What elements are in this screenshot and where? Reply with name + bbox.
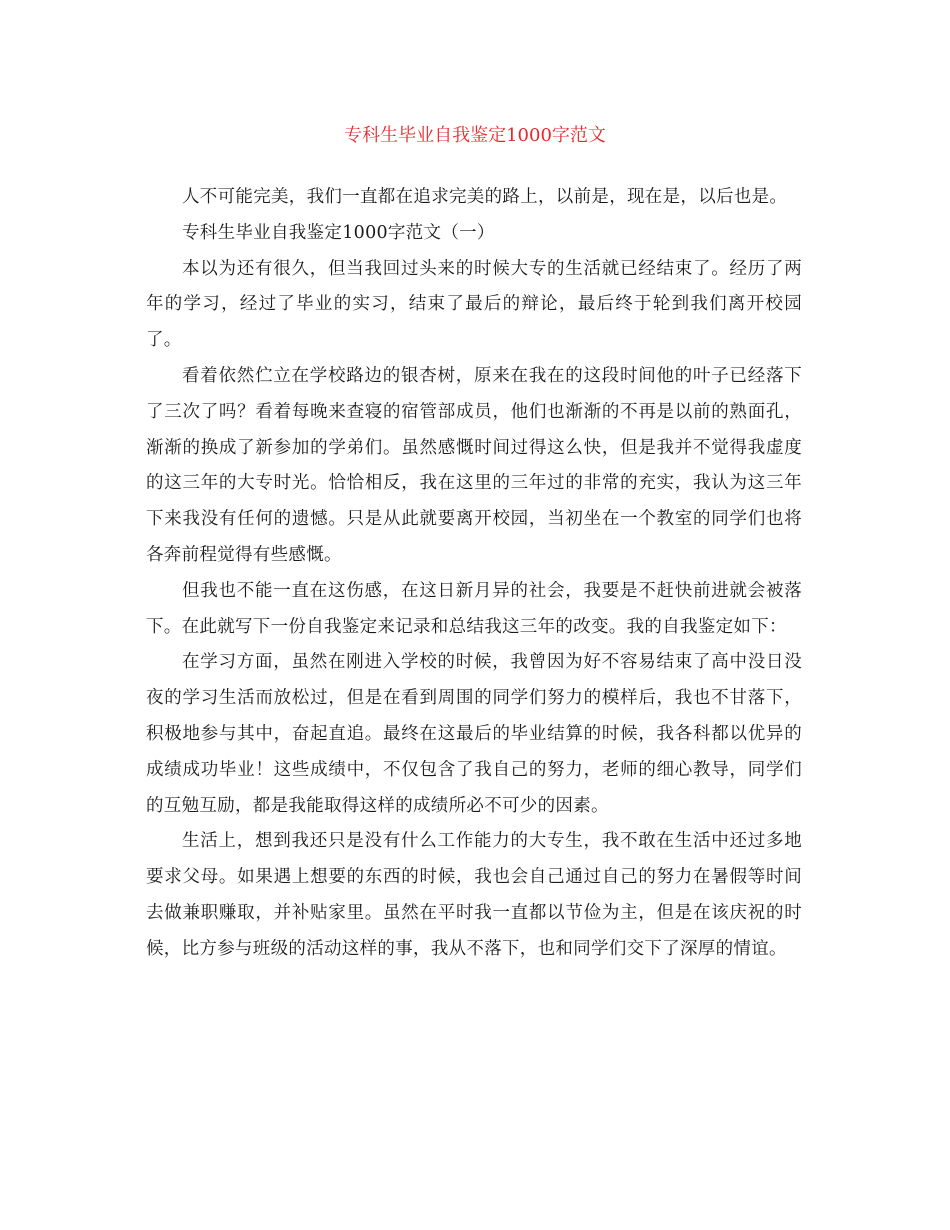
paragraph-memories: 看着依然伫立在学校路边的银杏树，原来在我在的这段时间他的叶子已经落下了三次了吗？看着每晚来查寝的宿管部成员，他们也渐渐的不再是以前的熟面孔，渐渐的换成了新参加的学弟们。虽然感慨时间过得这么快，但是我并不觉得我虚度的这三年的大专时光。恰恰相反，我在这里的三年过的非常的充实，我认为这三年下来我没有任何的遗憾。只是从此就要离开校园，当初坐在一个教室的同学们也将各奔前程觉得有些感慨。	[146, 365, 802, 565]
paragraph-intro: 人不可能完美，我们一直都在追求完美的路上，以前是，现在是，以后也是。	[182, 187, 788, 207]
paragraph-subtitle: 专科生毕业自我鉴定1000字范文（一）	[182, 222, 495, 243]
paragraph-study: 在学习方面，虽然在刚进入学校的时候，我曾因为好不容易结束了高中没日没夜的学习生活而放松过，但是在看到周围的同学们努力的模样后，我也不甘落下，积极地参与其中，奋起直追。最终在这最后的毕业结算的时候，我各科都以优异的成绩成功毕业！这些成绩中，不仅包含了我自己的努力，老师的细心教导，同学们的互勉互励，都是我能取得这样的成绩所必不可少的因素。	[146, 652, 802, 816]
paragraph-opening: 本以为还有很久，但当我回过头来的时候大专的生活就已经结束了。经历了两年的学习，经过了毕业的实习，结束了最后的辩论，最后终于轮到我们离开校园了。	[146, 258, 802, 351]
document-title: 专科生毕业自我鉴定1000字范文	[344, 125, 606, 146]
paragraph-life: 生活上，想到我还只是没有什么工作能力的大专生，我不敢在生活中还过多地要求父母。如果遇上想要的东西的时候，我也会自己通过自己的努力在暑假等时间去做兼职赚取，并补贴家里。虽然在平时我一直都以节俭为主，但是在该庆祝的时候，比方参与班级的活动这样的事，我从不落下，也和同学们交下了深厚的情谊。	[146, 831, 802, 959]
document-body	[146, 180, 802, 968]
paragraph-transition: 但我也不能一直在这伤感，在这日新月异的社会，我要是不赶快前进就会被落下。在此就写下一份自我鉴定来记录和总结我这三年的改变。我的自我鉴定如下：	[146, 580, 802, 637]
